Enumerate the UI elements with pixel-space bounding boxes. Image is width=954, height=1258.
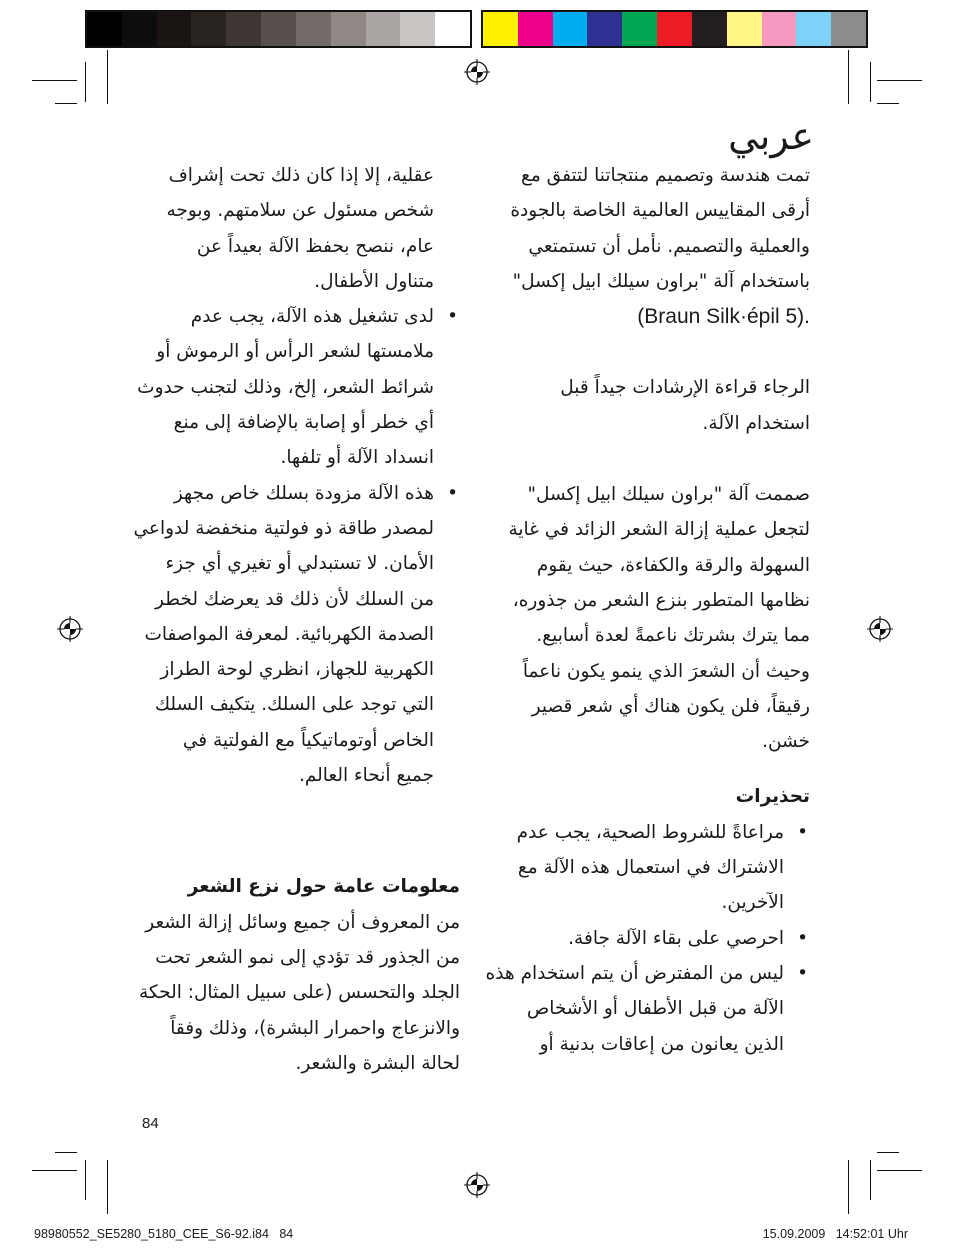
text-line: السهولة والرقة والكفاءة، حيث يقوم	[536, 554, 810, 576]
text-line: نظامها المتطور بنزع الشعر من جذوره،	[512, 589, 810, 611]
text-line: رقيقاً، فلن يكون هناك أي شعر قصير	[531, 695, 810, 717]
warning-bullet-children	[486, 956, 810, 1062]
crop-mark	[32, 1170, 77, 1171]
text-line: • احرصي على بقاء الآلة جافة.	[568, 927, 784, 949]
gray-swatch	[400, 12, 435, 46]
crop-mark	[55, 1152, 77, 1153]
color-swatch	[796, 12, 831, 46]
text-line: الكهربية للجهاز، انظري لوحة الطراز	[160, 659, 434, 681]
crop-mark	[870, 1160, 871, 1200]
design-paragraph	[486, 477, 810, 759]
text-line: والانزعاج واحمرار البشرة)، وذلك وفقاً	[170, 1017, 460, 1039]
warning-bullet-cord	[130, 476, 460, 794]
gray-swatch	[87, 12, 122, 46]
text-line: من السلك لأن ذلك قد يعرضك لخطر	[155, 588, 434, 610]
text-line: باستخدام آلة "براون سيلك ابيل إكسل"	[512, 270, 810, 292]
text-line: التي توجد على السلك. يتكيف السلك	[154, 694, 434, 716]
right-column	[486, 158, 810, 1062]
registration-mark-icon	[57, 616, 83, 642]
text-line: لحالة البشرة والشعر.	[295, 1052, 460, 1074]
text-line: من المعروف أن جميع وسائل إزالة الشعر	[145, 911, 460, 933]
text-line: صممت آلة "براون سيلك ابيل إكسل"	[527, 484, 810, 506]
grayscale-calibration-bar	[85, 10, 472, 48]
text-line: خشن.	[762, 731, 810, 753]
text-line: لمصدر طاقة ذو فولتية منخفضة لدواعي	[133, 517, 434, 539]
gray-swatch	[296, 12, 331, 46]
warning-bullet-hair	[130, 299, 460, 475]
gray-swatch	[157, 12, 192, 46]
product-name-line: (Braun Silk·épil 5).	[637, 305, 810, 329]
text-line: تمت هندسة وتصميم منتجاتنا لتتفق مع	[521, 165, 810, 186]
date-slug: 15.09.2009 14:52:01 Uhr	[762, 1227, 908, 1241]
text-line: الجلد والتحسس (على سبيل المثال: الحكة	[139, 982, 460, 1004]
text-line: من الجذور قد تؤدي إلى نمو الشعر تحت	[155, 946, 460, 968]
crop-mark	[877, 1170, 922, 1171]
text-line: جميع أنحاء العالم.	[298, 765, 434, 787]
text-line: لتجعل عملية إزالة الشعر الزائد في غاية	[508, 519, 810, 541]
text-line: الرجاء قراءة الإرشادات جيداً قبل	[560, 377, 810, 399]
text-line: مما يترك بشرتك ناعمةً لعدة أسابيع.	[536, 625, 810, 647]
color-swatch	[657, 12, 692, 46]
color-swatch	[587, 12, 622, 46]
color-swatch	[762, 12, 797, 46]
crop-mark	[848, 1160, 849, 1214]
crop-mark	[877, 1152, 899, 1153]
warning-bullet-dry	[486, 921, 810, 956]
color-swatch	[553, 12, 588, 46]
text-line: الصدمة الكهربائية. لمعرفة المواصفات	[144, 623, 434, 645]
text-line: الاشتراك في استعمال هذه الآلة مع	[517, 857, 784, 879]
gray-swatch	[226, 12, 261, 46]
page-number: 84	[142, 1115, 159, 1132]
text-line: • مراعاةً للشروط الصحية، يجب عدم	[516, 821, 784, 843]
color-calibration-bar	[481, 10, 868, 48]
page-title: عربي	[728, 114, 814, 158]
text-line: عام، ننصح بحفظ الآلة بعيداً عن	[196, 235, 434, 257]
crop-mark	[107, 1160, 108, 1214]
warnings-heading: تحذيرات	[735, 786, 810, 808]
warning-bullet-hygiene	[486, 815, 810, 921]
crop-mark	[877, 103, 899, 104]
text-line: • ليس من المفترض أن يتم استخدام هذه	[485, 962, 784, 984]
general-info-paragraph	[130, 905, 460, 1081]
continued-paragraph	[130, 158, 460, 299]
text-line: شرائط الشعر، إلخ، وذلك لتجنب حدوث	[137, 376, 434, 398]
crop-mark	[848, 50, 849, 104]
general-info-heading: معلومات عامة حول نزع الشعر	[187, 876, 460, 898]
color-swatch	[831, 12, 866, 46]
registration-mark-icon	[867, 616, 893, 642]
color-swatch	[692, 12, 727, 46]
registration-mark-icon	[464, 59, 490, 85]
file-slug: 98980552_SE5280_5180_CEE_S6-92.i84 84	[34, 1227, 294, 1241]
intro-paragraph	[486, 158, 810, 334]
text-line: الأمان. لا تستبدلي أو تغيري أي جزء	[165, 553, 434, 575]
text-line: والعملية والتصميم. نأمل أن تستمتعي	[528, 235, 810, 257]
color-swatch	[483, 12, 518, 46]
gray-swatch	[366, 12, 401, 46]
text-line: عقلية، إلا إذا كان ذلك تحت إشراف	[168, 165, 434, 186]
crop-mark	[870, 62, 871, 102]
text-line: الآخرين.	[721, 892, 784, 914]
gray-swatch	[261, 12, 296, 46]
color-swatch	[727, 12, 762, 46]
text-line: • لدى تشغيل هذه الآلة، يجب عدم	[190, 306, 434, 328]
text-line: متناول الأطفال.	[314, 270, 434, 292]
text-line: انسداد الآلة أو تلفها.	[280, 447, 434, 469]
left-column	[130, 158, 460, 1081]
gray-swatch	[191, 12, 226, 46]
text-line: أرقى المقاييس العالمية الخاصة بالجودة	[510, 200, 810, 222]
text-line: شخص مسئول عن سلامتهم. وبوجه	[166, 200, 434, 222]
crop-mark	[55, 103, 77, 104]
text-line: أي خطر أو إصابة بالإضافة إلى منع	[173, 412, 434, 434]
text-line: استخدام الآلة.	[702, 412, 810, 434]
color-swatch	[518, 12, 553, 46]
crop-mark	[107, 50, 108, 104]
crop-mark	[85, 62, 86, 102]
text-line: الخاص أوتوماتيكياً مع الفولتية في	[182, 729, 434, 751]
gray-swatch	[122, 12, 157, 46]
text-line: الآلة من قبل الأطفال أو الأشخاص	[526, 998, 784, 1020]
color-swatch	[622, 12, 657, 46]
gray-swatch	[435, 12, 470, 46]
crop-mark	[32, 80, 77, 81]
read-instructions-paragraph	[486, 370, 810, 441]
text-line: وحيث أن الشعرَ الذي ينمو يكون ناعماً	[522, 660, 810, 682]
text-line: • هذه الآلة مزودة بسلك خاص مجهز	[173, 482, 434, 504]
registration-mark-icon	[464, 1172, 490, 1198]
text-line: الذين يعانون من إعاقات بدنية أو	[539, 1033, 784, 1055]
crop-mark	[85, 1160, 86, 1200]
crop-mark	[877, 80, 922, 81]
gray-swatch	[331, 12, 366, 46]
text-line: ملامستها لشعر الرأس أو الرموش أو	[156, 341, 434, 363]
